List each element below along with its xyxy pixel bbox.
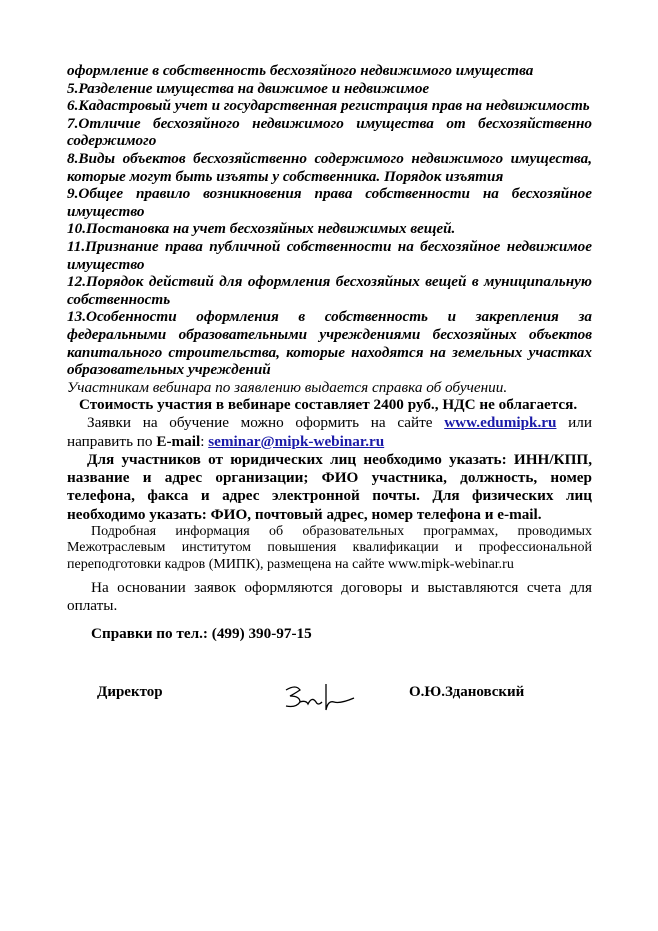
- topic-item: 8.Виды объектов бесхозяйственно содержимого недвижимого имущества, которые могут быть изъяты у собственника. Порядок изъятия: [67, 149, 592, 185]
- email-label: E-mail: [156, 432, 201, 450]
- applications-paragraph: [67, 414, 592, 450]
- topic-item: 6.Кадастровый учет и государственная регистрация прав на недвижимость: [67, 97, 590, 115]
- document-content: [67, 62, 592, 644]
- topic-item: 12.Порядок действий для оформления бесхозяйных вещей в муниципальную собственность: [67, 273, 592, 308]
- topic-item: 10.Постановка на учет бесхозяйных недвижимых вещей.: [67, 220, 456, 238]
- topic-item: 13.Особенности оформления в собственность и закрепления за федеральными образовательными учреждениями бесхозяйных объектов капитального строительства, которые находятся на земельных участках образовательных учреждений: [67, 308, 592, 379]
- certificate-note: Участникам вебинара по заявлению выдается справка об обучении.: [67, 378, 508, 396]
- topic-item: 7.Отличие бесхозяйного недвижимого имущества от бесхозяйственно содержимого: [67, 114, 592, 150]
- topic-item: 11.Признание права публичной собственности на бесхозяйное недвижимое имущество: [67, 237, 592, 273]
- topic-item: 9.Общее правило возникновения права собственности на бесхозяйное имущество: [67, 185, 592, 220]
- topics-list: [67, 62, 592, 379]
- topic-item: 5.Разделение имущества на движимое и недвижимое: [67, 79, 430, 97]
- legal-entities-paragraph: Для участников от юридических лиц необходимо указать: ИНН/КПП, название и адрес организации; ФИО участника, должность, номер телефона, факса и адрес электронной почты. Для физических лиц необходимо указать: ФИО, почтовый адрес, номер телефона и e-mail.: [67, 450, 592, 523]
- applications-text-middle: или направить по: [67, 414, 592, 450]
- site-link[interactable]: www.edumipk.ru: [444, 414, 557, 432]
- phone-paragraph: Справки по тел.: (499) 390-97-15: [91, 625, 312, 643]
- director-name: О.Ю.Здановский: [409, 684, 525, 700]
- director-title: Директор: [97, 684, 163, 700]
- price-paragraph: Стоимость участия в вебинаре составляет 2400 руб., НДС не облагается.: [79, 396, 578, 414]
- applications-text-before: Заявки на обучение можно оформить на сайте: [87, 414, 445, 432]
- applications-colon: :: [200, 432, 209, 450]
- more-info-paragraph: Подробная информация об образовательных программах, проводимых Межотраслевым институтом повышения квалификации и профессиональной переподготовки кадров (МИПК), размещена на сайте www.mipk-webinar.ru: [67, 523, 592, 572]
- contracts-paragraph: На основании заявок оформляются договоры и выставляются счета для оплаты.: [67, 578, 592, 615]
- email-link[interactable]: seminar@mipk-webinar.ru: [208, 432, 385, 450]
- handwritten-signature: [282, 680, 372, 720]
- topic-item: оформление в собственность бесхозяйного недвижимого имущества: [67, 62, 534, 79]
- signature-block: [67, 682, 592, 722]
